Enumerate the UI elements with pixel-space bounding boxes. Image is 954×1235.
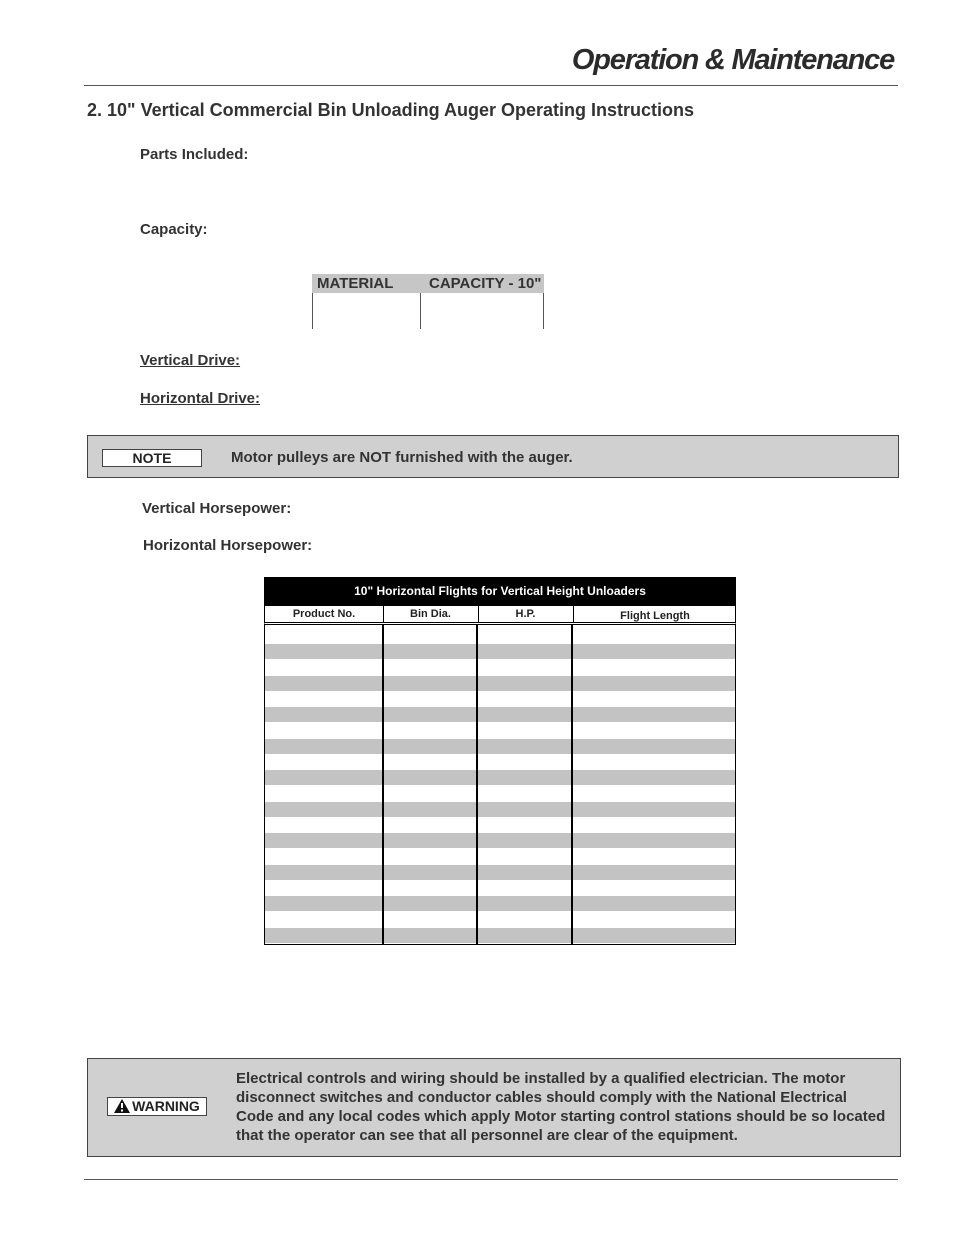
parts-included-label: Parts Included:	[140, 146, 249, 163]
flights-table-row-stripe	[265, 896, 735, 911]
note-text: Motor pulleys are NOT furnished with the auger.	[231, 449, 573, 466]
capacity-label: Capacity:	[140, 221, 208, 238]
flights-table-row-stripe	[265, 770, 735, 785]
section-heading: 2. 10" Vertical Commercial Bin Unloading Auger Operating Instructions	[87, 100, 694, 120]
flights-col-bin-dia: Bin Dia.	[410, 608, 451, 620]
flights-col-product-no: Product No.	[292, 608, 356, 620]
flights-table-row-stripe	[265, 676, 735, 691]
flights-table-header-row	[264, 606, 736, 622]
horizontal-drive-label: Horizontal Drive:	[140, 390, 261, 407]
capacity-table-divider	[420, 293, 421, 329]
capacity-col-capacity: CAPACITY - 10"	[429, 275, 542, 292]
flights-column-divider	[382, 625, 384, 944]
flights-table-row-stripe	[265, 802, 735, 817]
warning-badge-label: WARNING	[132, 1098, 200, 1114]
flights-column-divider	[476, 625, 478, 944]
flights-col-hp: H.P.	[515, 608, 536, 620]
flights-col-flight-length: Flight Length	[620, 610, 690, 622]
warning-badge	[107, 1097, 207, 1116]
note-box	[87, 435, 899, 478]
capacity-table-divider	[312, 293, 313, 329]
page-header-title: Operation & Maintenance	[571, 44, 894, 76]
vertical-horsepower-label: Vertical Horsepower:	[142, 500, 292, 517]
warning-box	[87, 1058, 901, 1157]
capacity-table-divider	[543, 293, 544, 329]
flights-table-row-stripe	[265, 833, 735, 848]
flights-table-row-stripe	[265, 707, 735, 722]
capacity-table	[312, 274, 544, 329]
flights-table-row-stripe	[265, 739, 735, 754]
flights-column-divider	[571, 625, 573, 944]
warning-triangle-icon	[114, 1099, 130, 1113]
warning-text: Electrical controls and wiring should be installed by a qualified electrician. The motor disconnect switches and conductor cables should comply with the National Electrical Code and any local codes which apply Motor starting control stations should be so located that the operator can see that all personnel are clear of the equipment.	[236, 1070, 886, 1144]
flights-table	[264, 577, 736, 945]
vertical-drive-label: Vertical Drive:	[140, 352, 241, 369]
flights-table-row-stripe	[265, 928, 735, 943]
horizontal-horsepower-label: Horizontal Horsepower:	[143, 537, 313, 554]
flights-table-row-stripe	[265, 644, 735, 659]
capacity-table-header	[312, 274, 544, 293]
header-divider	[84, 85, 898, 86]
flights-table-title: 10" Horizontal Flights for Vertical Height Unloaders	[264, 577, 736, 606]
flights-table-body	[264, 622, 736, 945]
footer-divider	[84, 1179, 898, 1180]
flights-table-row-stripe	[265, 865, 735, 880]
capacity-col-material: MATERIAL	[317, 275, 394, 292]
note-badge: NOTE	[102, 449, 202, 467]
